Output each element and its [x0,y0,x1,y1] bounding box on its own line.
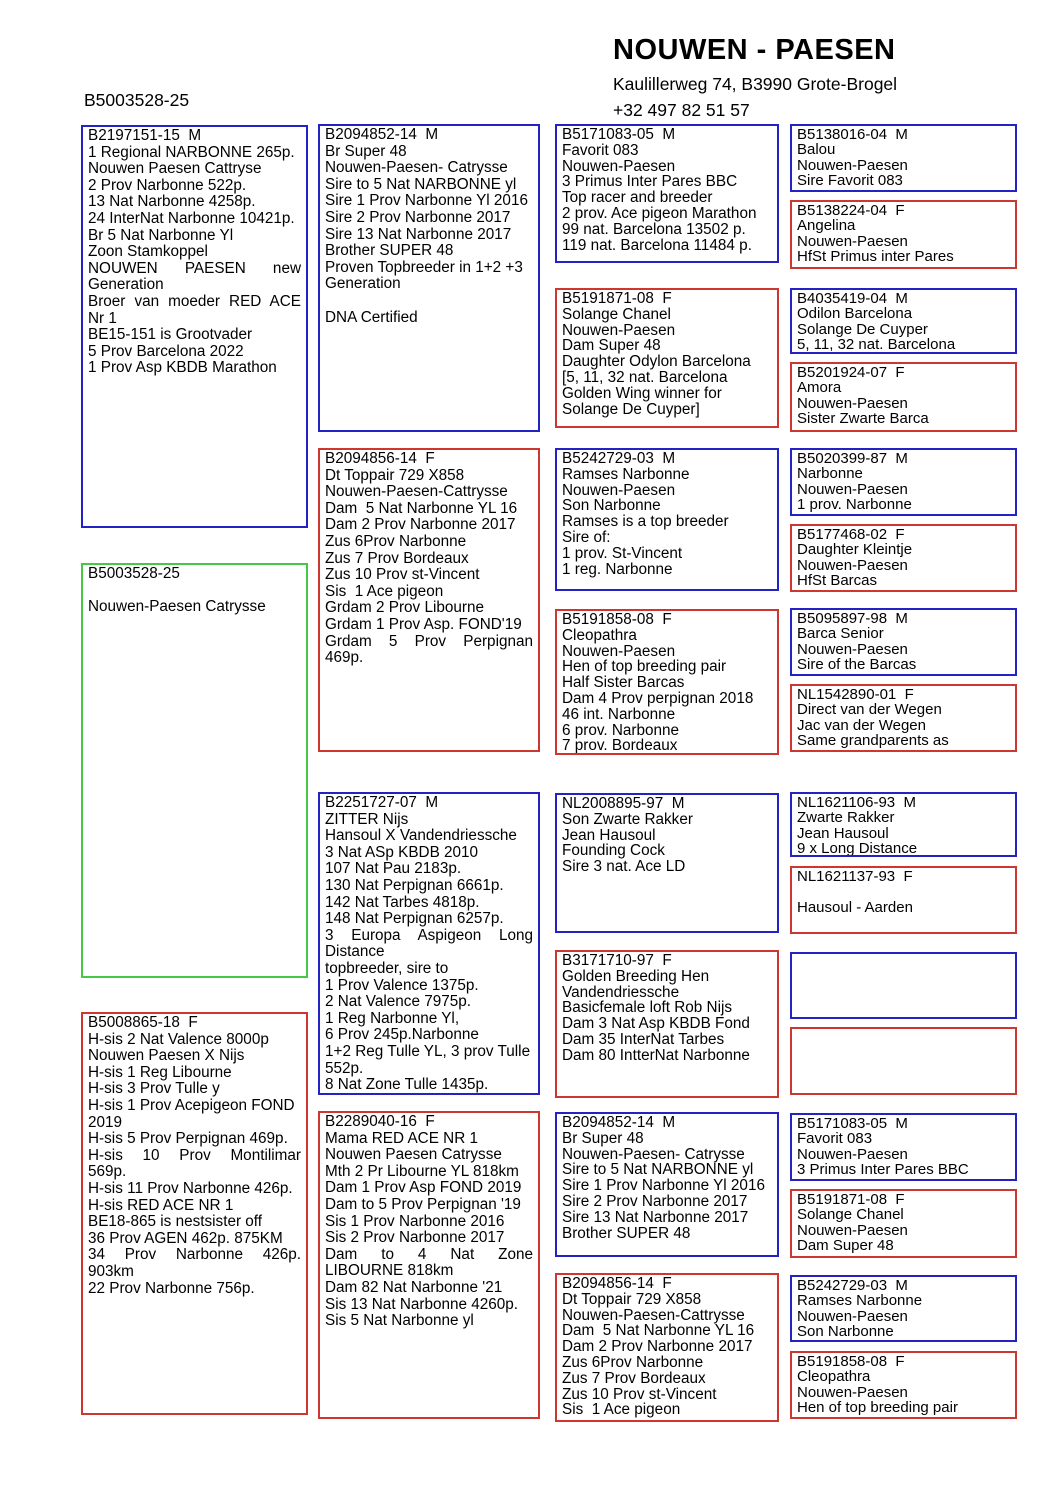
box-line: Sis 1 Ace pigeon [562,1401,681,1419]
box-line: Dam to 4 Nat Zone [325,1245,533,1263]
box-line: NOUWEN PAESEN new [88,259,301,277]
box-line: Dam 80 IntterNat Narbonne [562,1046,750,1064]
box-line: 2 Nat Valence 7975p. [325,993,471,1011]
box-line: B5242729-03 M [562,450,676,467]
box-line [325,293,533,310]
box-line: 9 x Long Distance [797,839,918,857]
box-line: Favorit 083 [562,141,639,159]
box-line: 142 Nat Tarbes 4818p. [325,893,480,911]
great-grandsire-3-box [555,793,779,933]
box-line: B5191858-08 F [562,611,672,628]
box-line: BE15-151 is Grootvader [88,326,253,344]
box-line: Sis 1 Ace pigeon [325,582,444,600]
box-line: Dam 2 Prov Narbonne 2017 [325,516,516,534]
box-line: Zus 10 Prov st-Vincent [562,1385,717,1403]
gg-granddam-6-box [790,1027,1017,1095]
box-line: Daughter Kleintje [797,541,913,559]
gg-granddam-8-box [790,1351,1017,1419]
box-line: Hansoul X Vandendriessche [325,827,517,845]
box-line: Nr 1 [88,309,117,327]
box-line: Son Narbonne [562,497,661,515]
box-line: Broer van moeder RED ACE [88,292,301,310]
box-line: Zoon Stamkoppel [88,243,208,261]
box-line: 2 Prov Narbonne 522p. [88,176,247,194]
box-line: Sire 1 Prov Narbonne Yl 2016 [325,192,528,210]
box-line: 119 nat. Barcelona 11484 p. [562,236,752,254]
box-line: 5 Prov Barcelona 2022 [88,342,244,360]
box-line: [5, 11, 32 nat. Barcelona [562,368,728,386]
box-line: 6 prov. Narbonne [562,721,680,739]
grandsire-maternal-box [318,792,540,1095]
box-line: Solange Chanel [797,1206,904,1224]
box-line: 148 Nat Perpignan 6257p. [325,910,504,928]
box-line: Sister Zwarte Barca [797,409,929,427]
box-line: Solange Chanel [562,305,671,323]
box-line: Dam 4 Prov perpignan 2018 [562,689,754,707]
box-line: Solange De Cuyper] [562,400,700,418]
box-line: Sire of: [562,528,611,546]
box-line: Dt Toppair 729 X858 [325,466,465,484]
gg-grandsire-3-box [790,448,1017,516]
box-line: Jean Hausoul [797,824,889,842]
box-line: H-sis 10 Prov Montilimar [88,1146,301,1164]
box-line: 13 Nat Narbonne 4258p. [88,193,256,211]
box-line: Br Super 48 [325,142,407,160]
box-line: Dam Super 48 [797,1236,894,1254]
box-line: Sire 2 Prov Narbonne 2017 [562,1192,748,1210]
box-line: H-sis 11 Prov Narbonne 426p. [88,1179,293,1197]
box-line: Nouwen-Paesen-Cattrysse [562,1306,745,1324]
box-line: Zwarte Rakker [797,809,895,827]
great-grandsire-1-box [555,124,779,263]
box-line: LIBOURNE 818km [325,1262,454,1280]
great-grandsire-4-box [555,1112,779,1257]
box-line: 46 int. Narbonne [562,705,676,723]
box-line: Half Sister Barcas [562,674,685,692]
dam-box [81,1012,308,1415]
box-line: HfSt Primus inter Pares [797,247,954,265]
box-line: 3 Europa Aspigeon Long [325,926,533,944]
box-line: Zus 7 Prov Bordeaux [325,549,469,567]
box-line: Angelina [797,217,856,235]
box-line: Distance [325,943,385,961]
box-line: Barca Senior [797,625,884,643]
box-line: HfSt Barcas [797,571,878,589]
box-line: Nouwen-Paesen Catrysse [88,598,266,616]
box-line: Nouwen-Paesen [562,321,676,339]
box-line: Nouwen-Paesen [797,232,908,250]
box-line: Hen of top breeding pair [562,658,727,676]
box-line: B5171083-05 M [797,1115,908,1132]
box-line: Nouwen-Paesen [797,156,908,174]
box-line: B2251727-07 M [325,794,439,811]
gg-grandsire-5-box [790,792,1017,857]
gg-grandsire-6-box [790,952,1017,1019]
box-line: Nouwen Paesen Catrysse [325,1146,502,1164]
box-line: Son Narbonne [797,1322,894,1340]
box-line: H-sis 1 Prov Acepigeon FOND [88,1096,295,1114]
box-line: 1 Prov Asp KBDB Marathon [88,359,277,377]
box-line: Nouwen-Paesen [797,394,908,412]
box-line: Mth 2 Pr Libourne YL 818km [325,1162,519,1180]
box-line: Sis 1 Prov Narbonne 2016 [325,1212,505,1230]
box-line: Amora [797,379,842,397]
box-line: Sire to 5 Nat NARBONNE yl [562,1161,754,1179]
box-line: 3 Primus Inter Pares BBC [797,1160,969,1178]
box-line: B2094852-14 M [325,126,439,143]
box-line: B3171710-97 F [562,952,672,969]
box-line: Sire 13 Nat Narbonne 2017 [325,225,512,243]
box-line: B4035419-04 M [797,290,908,307]
box-line: B2289040-16 F [325,1113,435,1130]
grandsire-paternal-box [318,124,540,432]
box-line: 7 prov. Bordeaux [562,737,678,755]
box-line: Zus 10 Prov st-Vincent [325,566,480,584]
box-line: Sire 2 Prov Narbonne 2017 [325,208,511,226]
box-line: Nouwen-Paesen [562,642,676,660]
box-line: Zus 6Prov Narbonne [562,1353,704,1371]
box-line: Dt Toppair 729 X858 [562,1290,702,1308]
box-line: 1 Regional NARBONNE 265p. [88,143,295,161]
box-line: 469p. [325,649,364,667]
box-line: Top racer and breeder [562,189,713,207]
box-line: B5138224-04 F [797,202,905,219]
gg-granddam-2-box [790,362,1017,432]
box-line: Solange De Cuyper [797,320,928,338]
box-line: Nouwen-Paesen-Cattrysse [325,483,508,501]
great-granddam-4-box [555,1273,779,1422]
box-line: Dam 2 Prov Narbonne 2017 [562,1338,753,1356]
box-line: 552p. [325,1059,364,1077]
gg-granddam-1-box [790,200,1017,269]
box-line [797,884,1010,899]
box-line: NL2008895-97 M [562,795,685,812]
box-line: Mama RED ACE NR 1 [325,1129,479,1147]
box-line: Golden Breeding Hen [562,967,710,985]
box-line: Ramses Narbonne [797,1292,923,1310]
great-granddam-3-box [555,950,779,1098]
box-line: Sis 5 Nat Narbonne yl [325,1312,474,1330]
subject-ring-number: B5003528-25 [84,90,190,110]
box-line: Vandendriessche [562,983,680,1001]
box-line: Br 5 Nat Narbonne Yl [88,226,234,244]
box-line: Dam 1 Prov Asp FOND 2019 [325,1179,522,1197]
gg-granddam-7-box [790,1189,1017,1258]
box-line: ZITTER Nijs [325,810,409,828]
subject-box [81,563,308,978]
box-line: 8 Nat Zone Tulle 1435p. [325,1076,489,1094]
box-line: Dam 3 Nat Asp KBDB Fond [562,1015,750,1033]
box-line: Narbonne [797,465,863,483]
box-line: H-sis 5 Prov Perpignan 469p. [88,1130,288,1148]
box-line: Sire of the Barcas [797,655,917,673]
box-line: Jac van der Wegen [797,716,926,734]
box-line: 22 Prov Narbonne 756p. [88,1279,255,1297]
great-grandsire-2-box [555,448,779,591]
box-line: Sis 2 Prov Narbonne 2017 [325,1229,505,1247]
box-line: Direct van der Wegen [797,701,942,719]
loft-phone: +32 497 82 51 57 [613,100,750,120]
box-line: Cleopathra [562,626,637,644]
sire-box [81,125,308,528]
gg-grandsire-4-box [790,608,1017,676]
box-line: Balou [797,141,836,159]
box-line: Jean Hausoul [562,826,656,844]
box-line: B5138016-04 M [797,126,908,143]
box-line: Founding Cock [562,842,665,860]
granddam-paternal-box [318,448,540,752]
box-line: Hausoul - Aarden [797,898,913,916]
box-line: Nouwen Paesen Cattryse [88,160,262,178]
box-line: 1 prov. Narbonne [797,495,912,513]
box-line: 1 reg. Narbonne [562,560,673,578]
box-line: 1 Prov Valence 1375p. [325,976,479,994]
box-line: Sire 3 nat. Ace LD [562,858,686,876]
box-line: H-sis 2 Nat Valence 8000p [88,1030,269,1048]
box-line: B5242729-03 M [797,1277,908,1294]
box-line: Same grandparents as [797,731,949,749]
box-line: B2197151-15 M [88,127,202,144]
box-line: 3 Nat ASp KBDB 2010 [325,843,479,861]
box-line: Sis 13 Nat Narbonne 4260p. [325,1295,519,1313]
box-line: Dam Super 48 [562,337,661,355]
box-line: Sire 13 Nat Narbonne 2017 [562,1208,749,1226]
box-line: B5201924-07 F [797,364,905,381]
gg-grandsire-1-box [790,124,1017,192]
gg-granddam-3-box [790,524,1017,592]
box-line: Son Zwarte Rakker [562,810,693,828]
box-line: Golden Wing winner for [562,384,722,402]
granddam-maternal-box [318,1111,540,1419]
box-line: 99 nat. Barcelona 13502 p. [562,220,746,238]
box-line: Nouwen-Paesen [797,480,908,498]
box-line: 107 Nat Pau 2183p. [325,860,462,878]
box-line: Ramses is a top breeder [562,513,729,531]
box-line: 130 Nat Perpignan 6661p. [325,876,504,894]
box-line: Ramses Narbonne [562,465,690,483]
box-line: 1 prov. St-Vincent [562,544,683,562]
box-line: Dam 82 Nat Narbonne '21 [325,1278,503,1296]
box-line: Dam 35 InterNat Tarbes [562,1030,725,1048]
box-line: B2094852-14 M [562,1114,676,1131]
box-line: 3 Primus Inter Pares BBC [562,173,738,191]
box-line: Nouwen-Paesen [562,481,676,499]
box-line: Generation [325,275,401,293]
box-line: Sire 1 Prov Narbonne Yl 2016 [562,1177,765,1195]
box-line: Hen of top breeding pair [797,1398,958,1416]
box-line: 2 prov. Ace pigeon Marathon [562,204,757,222]
box-line: Nouwen-Paesen [797,1307,908,1325]
box-line: NL1542890-01 F [797,686,914,703]
box-line: Sire to 5 Nat NARBONNE yl [325,175,517,193]
box-line: Brother SUPER 48 [562,1224,691,1242]
box-line: Nouwen-Paesen [797,556,908,574]
box-line: Nouwen-Paesen [797,1221,908,1239]
box-line: Nouwen-Paesen [562,157,676,175]
gg-grandsire-8-box [790,1275,1017,1342]
box-line: 1+2 Reg Tulle YL, 3 prov Tulle [325,1042,531,1060]
box-line: H-sis 3 Prov Tulle y [88,1080,220,1098]
box-line: Nouwen-Paesen [797,1145,908,1163]
box-line: B5191871-08 F [797,1191,905,1208]
box-line: Nouwen-Paesen- Catrysse [562,1145,745,1163]
box-line: 36 Prov AGEN 462p. 875KM [88,1229,283,1247]
box-line: Grdam 1 Prov Asp. FOND'19 [325,615,522,633]
box-line: Odilon Barcelona [797,305,913,323]
box-line: Dam 5 Nat Narbonne YL 16 [562,1322,755,1340]
gg-granddam-4-box [790,684,1017,752]
box-line: Nouwen-Paesen [797,1383,908,1401]
box-line: Nouwen-Paesen- Catrysse [325,159,508,177]
loft-address: Kaulillerweg 74, B3990 Grote-Brogel [613,74,898,94]
box-line: Grdam 2 Prov Libourne [325,599,484,617]
box-line: 569p. [88,1163,127,1181]
box-line: Favorit 083 [797,1130,873,1148]
box-line: B5095897-98 M [797,610,908,627]
box-line: B5003528-25 [88,565,180,582]
box-line: B5191871-08 F [562,290,672,307]
box-line: Nouwen-Paesen [797,640,908,658]
box-line: DNA Certified [325,308,418,326]
box-line: NL1621106-93 M [797,794,916,811]
box-line: B5020399-87 M [797,450,908,467]
box-line: Generation [88,276,164,294]
box-line: Dam 5 Nat Narbonne YL 16 [325,499,518,517]
box-line: Br Super 48 [562,1129,644,1147]
gg-grandsire-2-box [790,288,1017,354]
box-line: 903km [88,1262,134,1280]
box-line: B5171083-05 M [562,126,676,143]
box-line: B2094856-14 F [562,1275,672,1292]
great-granddam-1-box [555,288,779,428]
box-line: BE18-865 is nestsister off [88,1213,263,1231]
box-line: 24 InterNat Narbonne 10421p. [88,209,295,227]
box-line: 6 Prov 245p.Narbonne [325,1026,479,1044]
box-line: Basicfemale loft Rob Nijs [562,999,733,1017]
box-line: B5008865-18 F [88,1014,198,1031]
box-line: H-sis 1 Reg Libourne [88,1063,232,1081]
box-line: B5177468-02 F [797,526,905,543]
box-line: Brother SUPER 48 [325,242,454,260]
box-line: Nouwen Paesen X Nijs [88,1047,245,1065]
box-line: topbreeder, sire to [325,959,449,977]
box-line: NL1621137-93 F [797,868,913,885]
box-line: Sire Favorit 083 [797,171,903,189]
box-line: 1 Reg Narbonne Yl, [325,1009,460,1027]
great-granddam-2-box [555,609,779,755]
box-line: Cleopathra [797,1368,871,1386]
gg-granddam-5-box [790,866,1017,934]
box-line: Zus 7 Prov Bordeaux [562,1369,706,1387]
box-line: Grdam 5 Prov Perpignan [325,632,533,650]
box-line: Proven Topbreeder in 1+2 +3 [325,258,523,276]
box-line: 5, 11, 32 nat. Barcelona [797,335,956,353]
box-line: Dam to 5 Prov Perpignan '19 [325,1195,521,1213]
gg-grandsire-7-box [790,1113,1017,1181]
box-line: B5191858-08 F [797,1353,905,1370]
box-line [88,583,301,600]
box-line: B2094856-14 F [325,450,435,467]
box-line: 2019 [88,1113,123,1131]
box-line: Daughter Odylon Barcelona [562,353,751,371]
box-line: Zus 6Prov Narbonne [325,532,467,550]
loft-name-title: NOUWEN - PAESEN [613,34,896,66]
box-line: 34 Prov Narbonne 426p. [88,1246,301,1264]
box-line: H-sis RED ACE NR 1 [88,1196,234,1214]
